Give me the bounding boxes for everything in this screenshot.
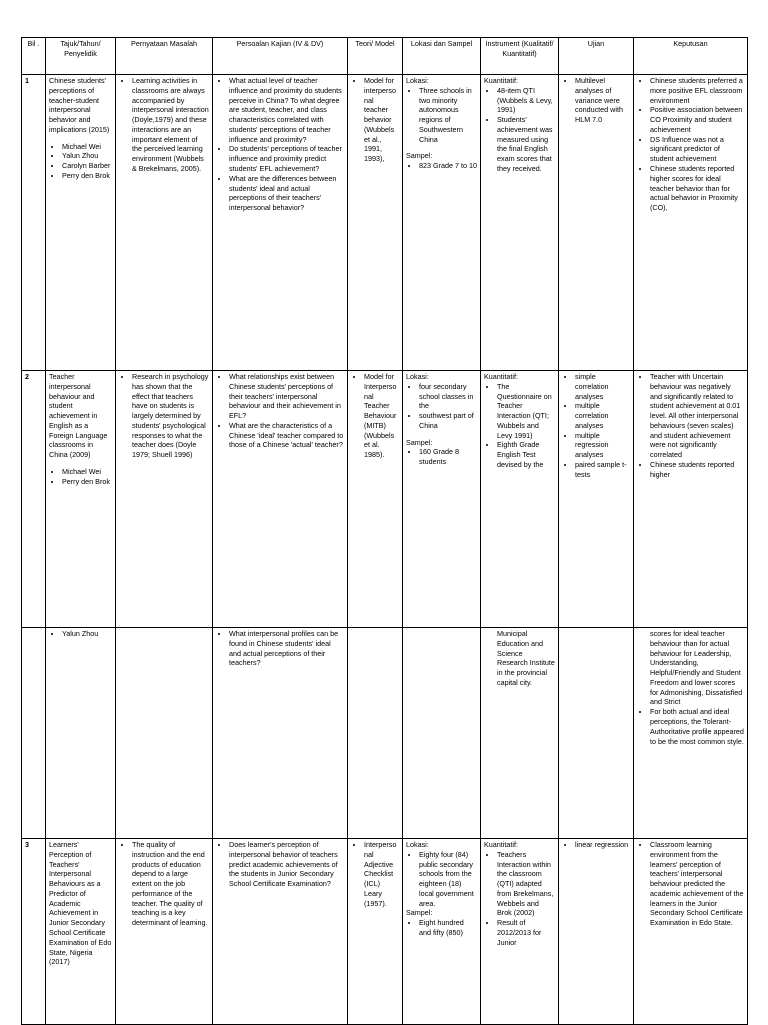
literature-table-page-2 — [21, 627, 748, 1025]
findings-cell — [634, 628, 748, 839]
question-item: • What are the differences between students' ideal and actual perceptions of their teachers' interpersonal behavior? — [229, 174, 344, 213]
header-ujian: Ujian — [559, 38, 634, 75]
instrument-item: • Teachers Interaction within the classroom (QTI) adapted from Brekelmans, Webbels and Brok (2002) — [497, 850, 555, 918]
questions-cell — [213, 839, 348, 1025]
test-item: • Multilevel analyses of variance were conducted with HLM 7.0 — [575, 76, 630, 125]
problem-item: • The quality of instruction and the end products of education depend to a large extent on the job performance of the teacher. The quality of teaching is a key determinant of learning. — [132, 840, 209, 928]
sampel-item: • Eight hundred and fifty (850) — [419, 918, 477, 938]
instrument-item: • Eighth Grade English Test devised by the — [497, 440, 555, 469]
findings-cell — [634, 75, 748, 371]
author-item: • Carolyn Barber — [62, 161, 112, 171]
header-lokasi: Lokasi dan Sampel — [403, 38, 481, 75]
lokasi-item: • Three schools in two minority autonomous regions of Southwestern China — [419, 86, 477, 145]
finding-item: • Chinese students preferred a more positive EFL classroom environment — [650, 76, 744, 105]
table-row — [22, 839, 748, 1025]
row-number: 2 — [22, 371, 46, 628]
finding-item: • Teacher with Uncertain behaviour was negatively and significantly related to student achievement at 0.01 level. All other interpersonal behaviours (seven scales) and student achievement were not significantly correlated — [650, 372, 744, 460]
header-instrument: Instrument (Kualitatif/ Kuantitatif) — [481, 38, 559, 75]
instrument-cell — [481, 75, 559, 371]
location-cell — [403, 75, 481, 371]
location-cell — [403, 628, 481, 839]
instrument-item: • The Questionnaire on Teacher Interaction (QTI; Wubbels and Levy 1991) — [497, 382, 555, 441]
finding-item: • Chinese students reported higher scores for ideal teacher behavior than for actual behavior in Proximity (CO), — [650, 164, 744, 213]
author-item: • Michael Wei — [62, 142, 112, 152]
instrument-item: • 48-item QTI (Wubbels & Levy, 1991) — [497, 86, 555, 115]
table-header-row — [22, 38, 748, 75]
author-item: • Yalun Zhou — [62, 629, 112, 639]
lokasi-item: • southwest part of China — [419, 411, 477, 431]
test-item: • multiple correlation analyses — [575, 401, 630, 430]
question-item: • What relationships exist between Chinese students' perceptions of their teachers' interpersonal behaviour and their achievement in EFL? — [229, 372, 344, 421]
test-item: • simple correlation analyses — [575, 372, 630, 401]
sampel-item: • 823 Grade 7 to 10 — [419, 161, 477, 171]
row-number: 3 — [22, 839, 46, 1025]
theory-item: • Interpersonal Adjective Checklist (ICL) Leary (1957). — [364, 840, 399, 908]
problem-cell — [116, 371, 213, 628]
theory-cell — [348, 75, 403, 371]
instrument-label: Kuantitatif: — [484, 372, 518, 381]
problem-item: • Research in psychology has shown that the effect that teachers have on students is largely determined by students' psychological responses to what the teacher does (Doyle 1979; Shuell 1996) — [132, 372, 209, 460]
sampel-item: • 160 Grade 8 students — [419, 447, 477, 467]
lokasi-label: Lokasi: — [406, 840, 429, 849]
problem-cell — [116, 628, 213, 839]
instrument-cell — [481, 839, 559, 1025]
author-item: • Michael Wei — [62, 467, 112, 477]
theory-cell — [348, 839, 403, 1025]
study-title: Learners' Perception of Teachers' Interpersonal Behaviours as a Predictor of Academic Achievement in Junior Secondary School Certificate Examination of Edo State, Nigeria (2017) — [49, 840, 112, 967]
lokasi-item: • four secondary school classes in the — [419, 382, 477, 411]
author-item: • Yalun Zhou — [62, 151, 112, 161]
sampel-label: Sampel: — [406, 437, 433, 447]
test-item: • linear regression — [575, 840, 630, 850]
finding-continued: scores for ideal teacher behaviour than for actual behaviour for Leadership, Understanding, Helpful/Friendly and Student Freedom and lower scores for Admonishing, Dissatisfied and Strict — [650, 629, 743, 707]
title-cell — [46, 75, 116, 371]
header-tajuk: Tajuk/Tahun/ Penyelidik — [46, 38, 116, 75]
instrument-item: • Students' achievement was measured using the final English exam scores that they received. — [497, 115, 555, 174]
problem-cell — [116, 839, 213, 1025]
test-cell — [559, 839, 634, 1025]
instrument-continued: Municipal Education and Science Research Institute in the provincial capital city. — [497, 629, 555, 687]
header-masalah: Pernyataan Masalah — [116, 38, 213, 75]
finding-item: • Classroom learning environment from the learners' perception of teachers' interpersonal behaviour predicted the academic achievement of the learners in the Junior Secondary School Certificate Examination in Edo State. — [650, 840, 744, 928]
author-list — [49, 142, 112, 181]
question-item: • What actual level of teacher influence and proximity do students perceive in China? To what degree are student, teacher, and class characteristics correlated with students' perceptions of teacher influence and proximity? — [229, 76, 344, 144]
test-cell — [559, 75, 634, 371]
question-item: • What are the characteristics of a Chinese 'ideal' teacher compared to those of a Chinese 'actual' teacher? — [229, 421, 344, 450]
question-item: • Do students' perceptions of teacher influence and proximity predict students' EFL achievement? — [229, 144, 344, 173]
test-item: • multiple regression analyses — [575, 431, 630, 460]
literature-table-page-1 — [21, 37, 748, 628]
table-row — [22, 371, 748, 628]
questions-cell — [213, 371, 348, 628]
finding-item: • For both actual and ideal perceptions, the Tolerant-Authoritative profile appeared to be the most common style. — [650, 707, 744, 746]
author-list — [49, 467, 112, 487]
table-row-continuation — [22, 628, 748, 839]
sampel-label: Sampel: — [406, 908, 433, 918]
header-persoalan-kajian: Persoalan Kajian (IV & DV) — [213, 38, 348, 75]
instrument-cell — [481, 371, 559, 628]
problem-item: • Learning activities in classrooms are always accompanied by interpersonal interaction (Doyle,1979) and these interactions are an important element of the perceived learning environment (Wubbels & Brekelmans, 2005). — [132, 76, 209, 174]
sampel-label: Sampel: — [406, 151, 433, 161]
header-bil: Bil . — [22, 38, 46, 75]
lokasi-label: Lokasi: — [406, 76, 429, 85]
test-cell — [559, 371, 634, 628]
questions-cell — [213, 75, 348, 371]
instrument-label: Kuantitatif: — [484, 76, 518, 85]
location-cell — [403, 839, 481, 1025]
theory-item: • Model for interpersonal teacher behavior (Wubbels et al., 1991, 1993), — [364, 76, 399, 164]
question-item: • Does learner's perception of interpersonal behavior of teachers predict academic achievements of the students in Junior Secondary School Certificate Examination? — [229, 840, 344, 889]
problem-cell — [116, 75, 213, 371]
instrument-label: Kuantitatif: — [484, 840, 518, 849]
findings-cell — [634, 371, 748, 628]
finding-item: • Positive association between CO Proximity and student achievement — [650, 105, 744, 134]
title-cell — [46, 839, 116, 1025]
title-cell — [46, 371, 116, 628]
lokasi-item: • Eighty four (84) public secondary schools from the eighteen (18) local government area. — [419, 850, 477, 909]
header-teori: Teori/ Model — [348, 38, 403, 75]
table-row — [22, 75, 748, 371]
title-cell — [46, 628, 116, 839]
instrument-item: • Result of 2012/2013 for Junior — [497, 918, 555, 947]
lokasi-label: Lokasi: — [406, 372, 429, 381]
header-keputusan: Keputusan — [634, 38, 748, 75]
study-title: Chinese students' perceptions of teacher-student interpersonal behavior and implications (2015) — [49, 76, 110, 134]
author-item: • Perry den Brok — [62, 171, 112, 181]
finding-item: • DS Influence was not a significant predictor of student achievement — [650, 135, 744, 164]
test-cell — [559, 628, 634, 839]
row-number — [22, 628, 46, 839]
author-item: • Perry den Brok — [62, 477, 112, 487]
test-item: • paired sample t-tests — [575, 460, 630, 480]
row-number: 1 — [22, 75, 46, 371]
theory-cell — [348, 371, 403, 628]
theory-cell — [348, 628, 403, 839]
study-title: Teacher interpersonal behaviour and student achievement in English as a Foreign Language classrooms in China (2009) — [49, 372, 108, 460]
finding-item: • Chinese students reported higher — [650, 460, 744, 480]
question-item: • What interpersonal profiles can be found in Chinese students' ideal and actual perceptions of their teachers? — [229, 629, 344, 668]
location-cell — [403, 371, 481, 628]
questions-cell — [213, 628, 348, 839]
findings-cell — [634, 839, 748, 1025]
theory-item: • Model for Interpersonal Teacher Behaviour (MITB) (Wubbels et al. 1985). — [364, 372, 399, 460]
instrument-cell — [481, 628, 559, 839]
